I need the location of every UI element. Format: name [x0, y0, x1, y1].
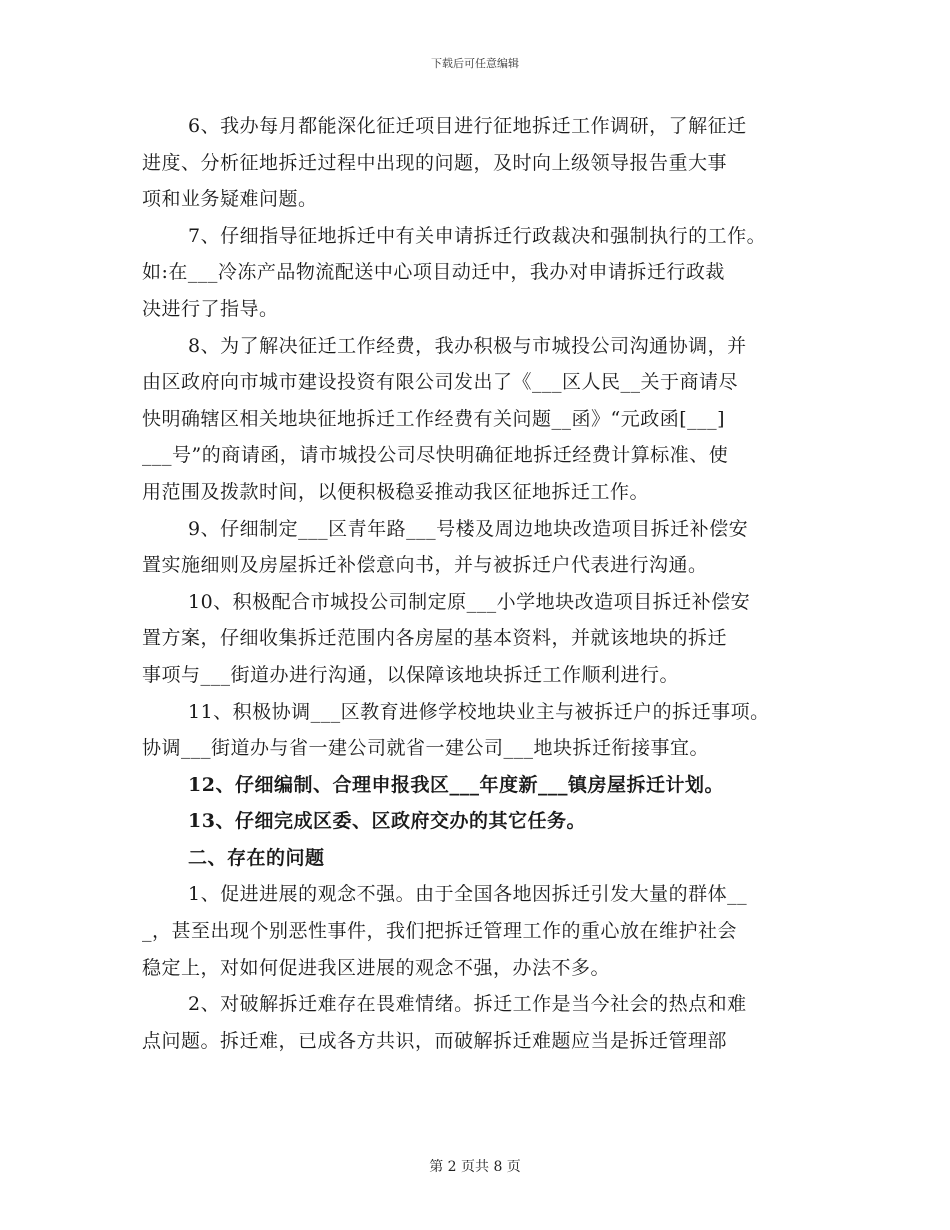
text-line: ___号”的商请函，请市城投公司尽快明确征地拆迁经费计算标准、使: [142, 444, 729, 467]
document-body: [142, 108, 814, 1059]
text-line: 决进行了指导。: [142, 297, 279, 320]
text-line: 6、我办每月都能深化征迁项目进行征地拆迁工作调研，了解征迁: [188, 115, 747, 137]
page-footer: 第 2 页共 8 页: [429, 1159, 521, 1175]
text-line: 点问题。拆迁难，已成各方共识，而破解拆迁难题应当是拆迁管理部: [142, 1029, 728, 1052]
text-line: 9、仔细制定___区青年路___号楼及周边地块改造项目拆迁补偿安: [188, 517, 749, 540]
text-line: 二、存在的问题: [188, 846, 325, 869]
text-line: 11、积极协调___区教育进修学校地块业主与被拆迁户的拆迁事项。: [188, 700, 770, 723]
text-line: 13、仔细完成区委、区政府交办的其它任务。: [188, 810, 586, 833]
text-line: 2、对破解拆迁难存在畏难情绪。拆迁工作是当今社会的热点和难: [188, 993, 747, 1016]
text-line: 8、为了解决征迁工作经费，我办积极与市城投公司沟通协调，并: [188, 334, 747, 357]
text-line: 由区政府向市城市建设投资有限公司发出了《___区人民__关于商请尽: [142, 371, 739, 394]
text-line: 1、促进进展的观念不强。由于全国各地因拆迁引发大量的群体__: [188, 883, 748, 906]
text-line: 如:在___冷冻产品物流配送中心项目动迁中，我办对申请拆迁行政裁: [142, 261, 725, 284]
text-line: 7、仔细指导征地拆迁中有关申请拆迁行政裁决和强制执行的工作。: [188, 224, 767, 247]
text-line: 事项与___街道办进行沟通，以保障该地块拆迁工作顺利进行。: [142, 663, 680, 686]
text-line: 进度、分析征地拆迁过程中出现的问题，及时向上级领导报告重大事: [142, 151, 728, 174]
text-line: 12、仔细编制、合理申报我区___年度新___镇房屋拆迁计划。: [188, 773, 724, 796]
text-line: 置实施细则及房屋拆迁补偿意向书，并与被拆迁户代表进行沟通。: [142, 554, 708, 577]
text-line: 置方案，仔细收集拆迁范围内各房屋的基本资料，并就该地块的拆迁: [142, 627, 728, 650]
text-line: 快明确辖区相关地块征地拆迁工作经费有关问题__函》“元政函[___]: [142, 407, 726, 430]
text-line: 稳定上，对如何促进我区进展的观念不强，办法不多。: [142, 956, 611, 979]
page-header: 下载后可任意编辑: [431, 57, 519, 70]
text-line: 用范围及拨款时间，以便积极稳妥推动我区征地拆迁工作。: [142, 480, 650, 503]
text-line: _，甚至出现个别恶性事件，我们把拆迁管理工作的重心放在维护社会: [142, 920, 738, 943]
text-line: 10、积极配合市城投公司制定原___小学地块改造项目拆迁补偿安: [188, 590, 751, 613]
text-line: 协调___街道办与省一建公司就省一建公司___地块拆迁衔接事宜。: [142, 737, 710, 760]
text-line: 项和业务疑难问题。: [142, 188, 318, 211]
